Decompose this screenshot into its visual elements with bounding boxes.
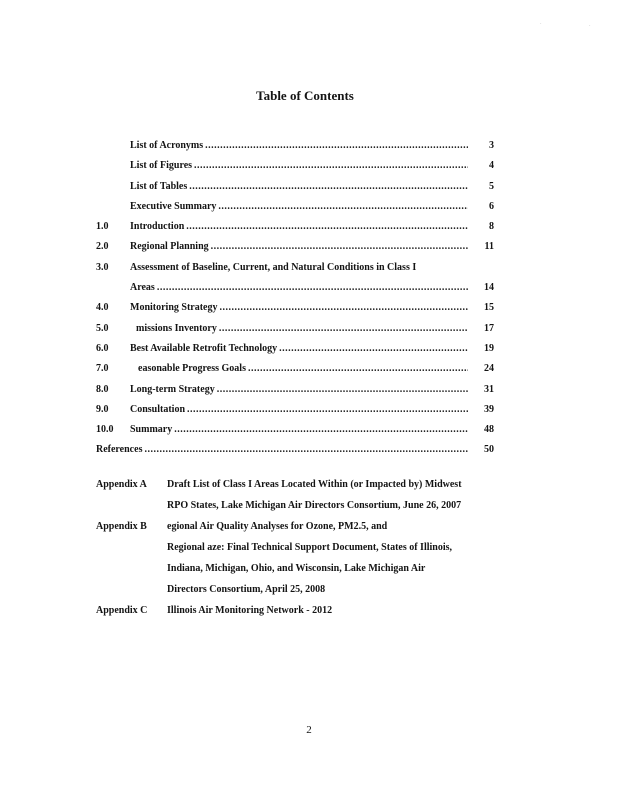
- toc-title: Introduction: [130, 221, 185, 233]
- toc-entry[interactable]: [96, 440, 494, 460]
- toc-title: easonable Progress Goals: [138, 363, 246, 375]
- toc-number: 5.0: [96, 322, 109, 334]
- dot-leader: [194, 156, 468, 176]
- toc-entry[interactable]: [96, 380, 494, 400]
- toc-page: 17: [484, 322, 494, 334]
- toc-entry[interactable]: [96, 136, 494, 156]
- toc-number: 6.0: [96, 342, 109, 354]
- toc-title: References: [96, 444, 143, 456]
- toc-page: 5: [489, 180, 494, 192]
- scan-speck: ·: [540, 22, 542, 27]
- toc-page: 19: [484, 342, 494, 354]
- dot-leader: [220, 298, 469, 318]
- dot-leader: [218, 197, 468, 217]
- toc-number: 8.0: [96, 383, 109, 395]
- dot-leader: [157, 278, 468, 298]
- toc-page: 14: [484, 282, 494, 294]
- appendix-label: Appendix B: [96, 521, 147, 532]
- table-of-contents: [96, 136, 494, 461]
- appendix-text-line: RPO States, Lake Michigan Air Directors Consortium, June 26, 2007: [167, 500, 462, 511]
- toc-number: 1.0: [96, 221, 109, 233]
- toc-page: 48: [484, 424, 494, 436]
- toc-page: 31: [484, 383, 494, 395]
- dot-leader: [248, 359, 468, 379]
- dot-leader: [187, 400, 468, 420]
- dot-leader: [279, 339, 468, 359]
- scan-speck: ·: [589, 24, 591, 29]
- dot-leader: [189, 177, 468, 197]
- toc-title: Monitoring Strategy: [130, 302, 218, 314]
- appendix-entry[interactable]: [96, 600, 516, 621]
- toc-title: Executive Summary: [130, 200, 217, 212]
- toc-title: Long-term Strategy: [130, 383, 215, 395]
- appendix-text-line: Regional aze: Final Technical Support Document, States of Illinois,: [167, 542, 453, 553]
- appendix-text-line: Indiana, Michigan, Ohio, and Wisconsin, Lake Michigan Air: [167, 563, 426, 574]
- appendix-text-line: Illinois Air Monitoring Network - 2012: [167, 605, 333, 616]
- toc-number: 3.0: [96, 261, 109, 273]
- appendix-entry[interactable]: [96, 474, 516, 516]
- toc-number: 2.0: [96, 241, 109, 253]
- toc-title: Assessment of Baseline, Current, and Natural Conditions in Class I: [130, 261, 417, 273]
- toc-entry[interactable]: [96, 177, 494, 197]
- dot-leader: [174, 420, 468, 440]
- toc-title: missions Inventory: [136, 322, 217, 334]
- appendix-text-line: egional Air Quality Analyses for Ozone, PM2.5, and: [167, 521, 388, 532]
- toc-page: 24: [484, 363, 494, 375]
- appendix-label: Appendix A: [96, 479, 147, 490]
- toc-title: List of Acronyms: [130, 140, 204, 151]
- toc-number: 10.0: [96, 424, 114, 436]
- dot-leader: [144, 440, 468, 460]
- toc-title: Regional Planning: [130, 241, 209, 253]
- toc-number: 7.0: [96, 363, 109, 375]
- dot-leader: [217, 380, 468, 400]
- toc-entry[interactable]: [96, 156, 494, 176]
- toc-title: List of Tables: [130, 180, 188, 192]
- toc-entry[interactable]: [96, 217, 494, 237]
- appendix-list: [96, 474, 516, 621]
- dot-leader: [205, 136, 468, 156]
- toc-number: 9.0: [96, 403, 109, 415]
- page-number: 2: [306, 724, 312, 736]
- toc-page: 11: [484, 241, 494, 253]
- toc-entry[interactable]: [96, 339, 494, 359]
- toc-entry[interactable]: [96, 400, 494, 420]
- toc-title: Best Available Retrofit Technology: [130, 342, 278, 354]
- toc-page: 50: [484, 444, 494, 456]
- toc-entry[interactable]: [96, 258, 494, 299]
- appendix-text-line: Draft List of Class I Areas Located Within (or Impacted by) Midwest: [167, 479, 462, 490]
- toc-entry[interactable]: [96, 197, 494, 217]
- toc-entry[interactable]: [96, 420, 494, 440]
- appendix-label: Appendix C: [96, 605, 148, 616]
- toc-page: 3: [489, 140, 494, 151]
- dot-leader: [186, 217, 468, 237]
- toc-title: Consultation: [130, 403, 186, 415]
- toc-page: 8: [489, 221, 494, 233]
- toc-title: List of Figures: [130, 160, 193, 172]
- toc-entry[interactable]: [96, 298, 494, 318]
- appendix-entry[interactable]: [96, 516, 516, 600]
- toc-entry[interactable]: [96, 359, 494, 379]
- page-title: Table of Contents: [256, 88, 354, 103]
- toc-title-continued: Areas: [130, 282, 155, 294]
- toc-page: 39: [484, 403, 494, 415]
- toc-entry[interactable]: [96, 319, 494, 339]
- toc-title: Summary: [130, 424, 173, 436]
- toc-number: 4.0: [96, 302, 109, 314]
- dot-leader: [219, 319, 468, 339]
- dot-leader: [211, 237, 468, 257]
- toc-page: 6: [489, 200, 494, 212]
- toc-entry[interactable]: [96, 237, 494, 257]
- appendix-text-line: Directors Consortium, April 25, 2008: [167, 584, 326, 595]
- toc-page: 4: [489, 160, 494, 172]
- toc-page: 15: [484, 302, 494, 314]
